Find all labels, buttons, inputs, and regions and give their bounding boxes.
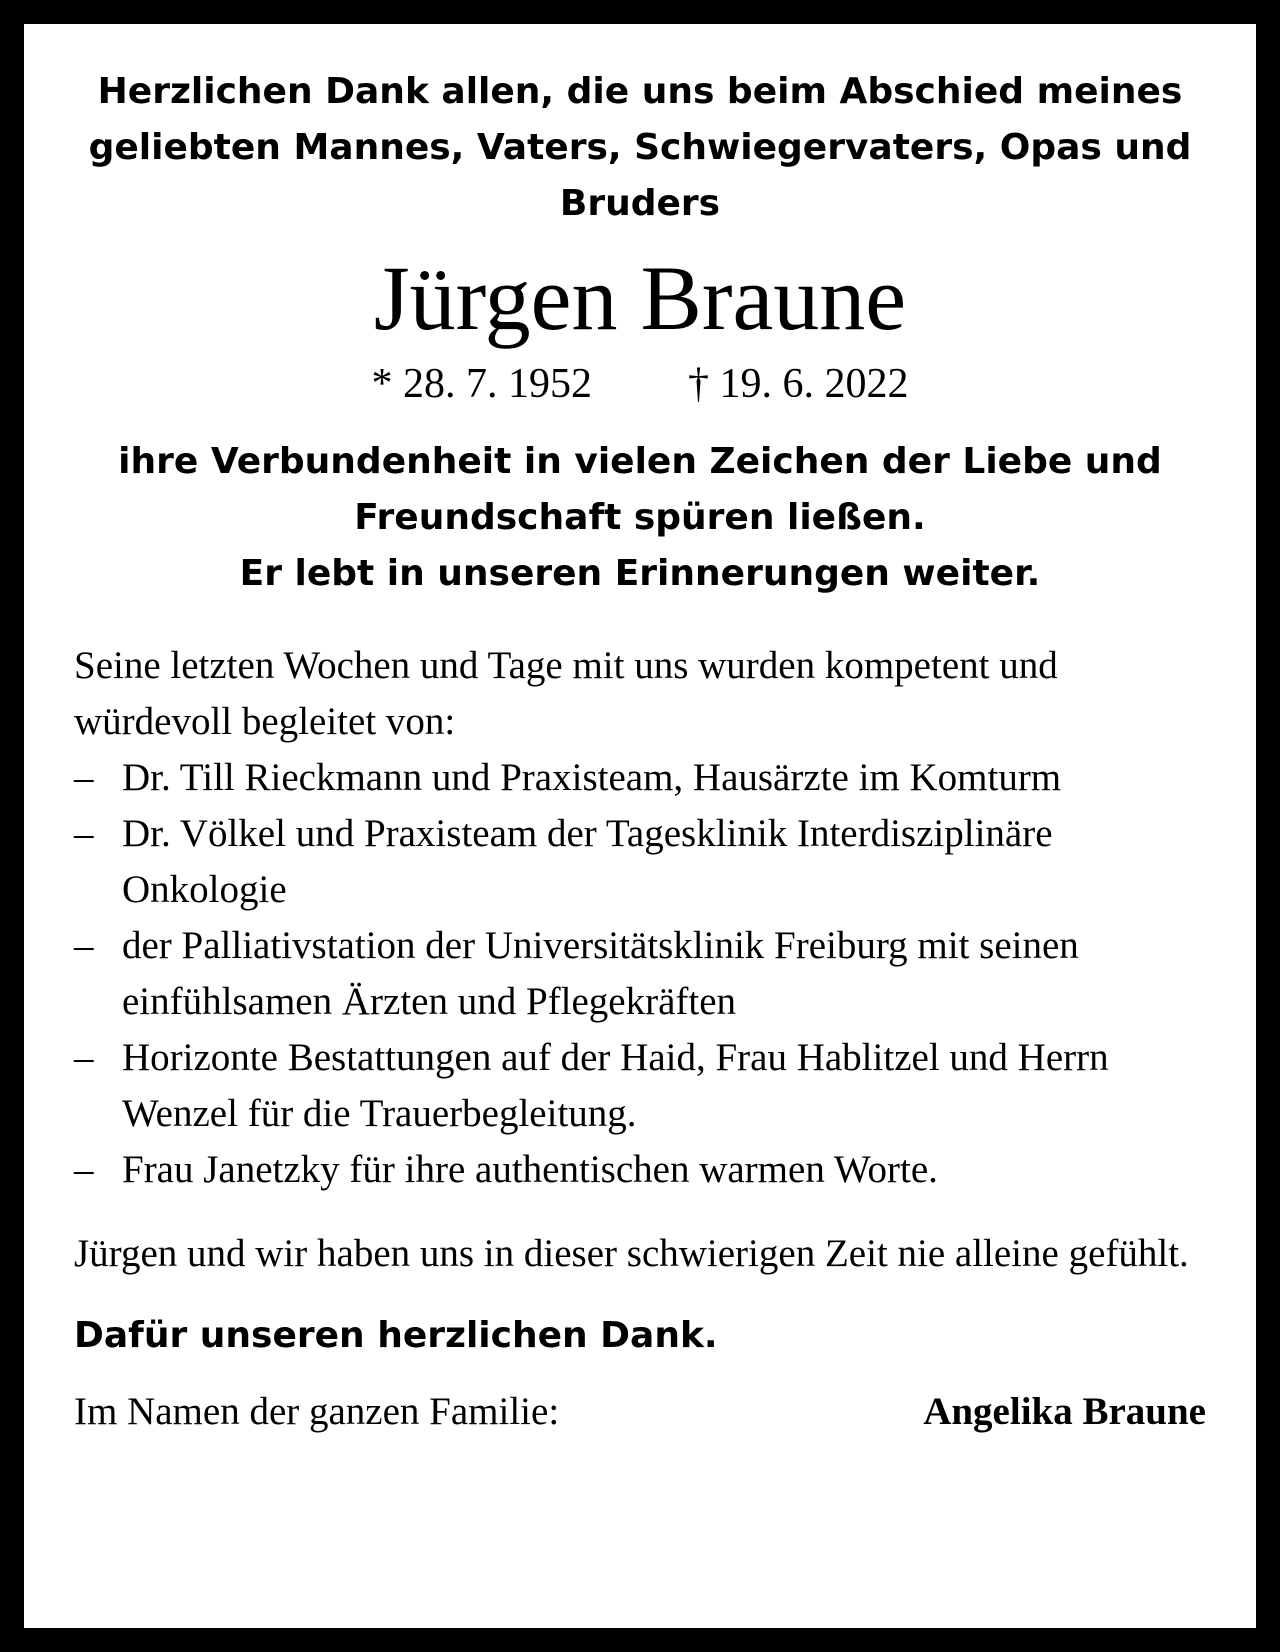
intro-text: Herzlichen Dank allen, die uns beim Abschied meines geliebten Mannes, Vaters, Schwiegervaters, Opas und Bruders (88, 71, 1192, 224)
obituary-notice (74, 64, 1206, 1440)
life-dates (74, 358, 1206, 410)
list-item (74, 918, 1206, 1030)
signer-name: Angelika Braune (923, 1390, 1206, 1433)
dash-bullet: – (74, 1148, 94, 1191)
birth-date: * 28. 7. 1952 (371, 361, 592, 407)
thanks-line: Er lebt in unseren Erinnerungen weiter. (239, 553, 1041, 594)
list-item (74, 1030, 1206, 1142)
death-date: † 19. 6. 2022 (688, 361, 909, 407)
dash-bullet: – (74, 756, 94, 799)
thanks-line: ihre Verbundenheit in vielen Zeichen der Liebe und (118, 441, 1162, 482)
list-item (74, 750, 1206, 806)
dash-bullet: – (74, 812, 94, 855)
list-item (74, 806, 1206, 918)
deceased-name: Jürgen Braune (373, 247, 907, 349)
list-item-text: Horizonte Bestattungen auf der Haid, Frau Hablitzel und Herrn Wenzel für die Trauerbegleitung. (122, 1036, 1109, 1135)
family-label: Im Namen der ganzen Familie: (74, 1390, 560, 1433)
dash-bullet: – (74, 1036, 94, 1079)
thanks-line: Freundschaft spüren ließen. (354, 497, 926, 538)
list-item-text: Dr. Till Rieckmann und Praxisteam, Hausärzte im Komturm (122, 756, 1062, 799)
list-item-text: Dr. Völkel und Praxisteam der Tagesklinik Interdisziplinäre Onkologie (122, 812, 1053, 911)
signature-row (74, 1384, 1206, 1440)
list-item (74, 1142, 1206, 1198)
not-alone-text: Jürgen und wir haben uns in dieser schwierigen Zeit nie alleine gefühlt. (74, 1232, 1189, 1275)
list-item-text: der Palliativstation der Universitätsklinik Freiburg mit seinen einfühlsamen Ärzten und Pflegekräften (122, 924, 1079, 1023)
care-intro: Seine letzten Wochen und Tage mit uns wurden kompetent und würdevoll begleitet von: (74, 644, 1058, 743)
closing-thanks: Dafür unseren herzlichen Dank. (74, 1315, 718, 1356)
dash-bullet: – (74, 924, 94, 967)
care-list (74, 750, 1206, 1198)
thanks-message (74, 434, 1206, 602)
list-item-text: Frau Janetzky für ihre authentischen warmen Worte. (122, 1148, 938, 1191)
